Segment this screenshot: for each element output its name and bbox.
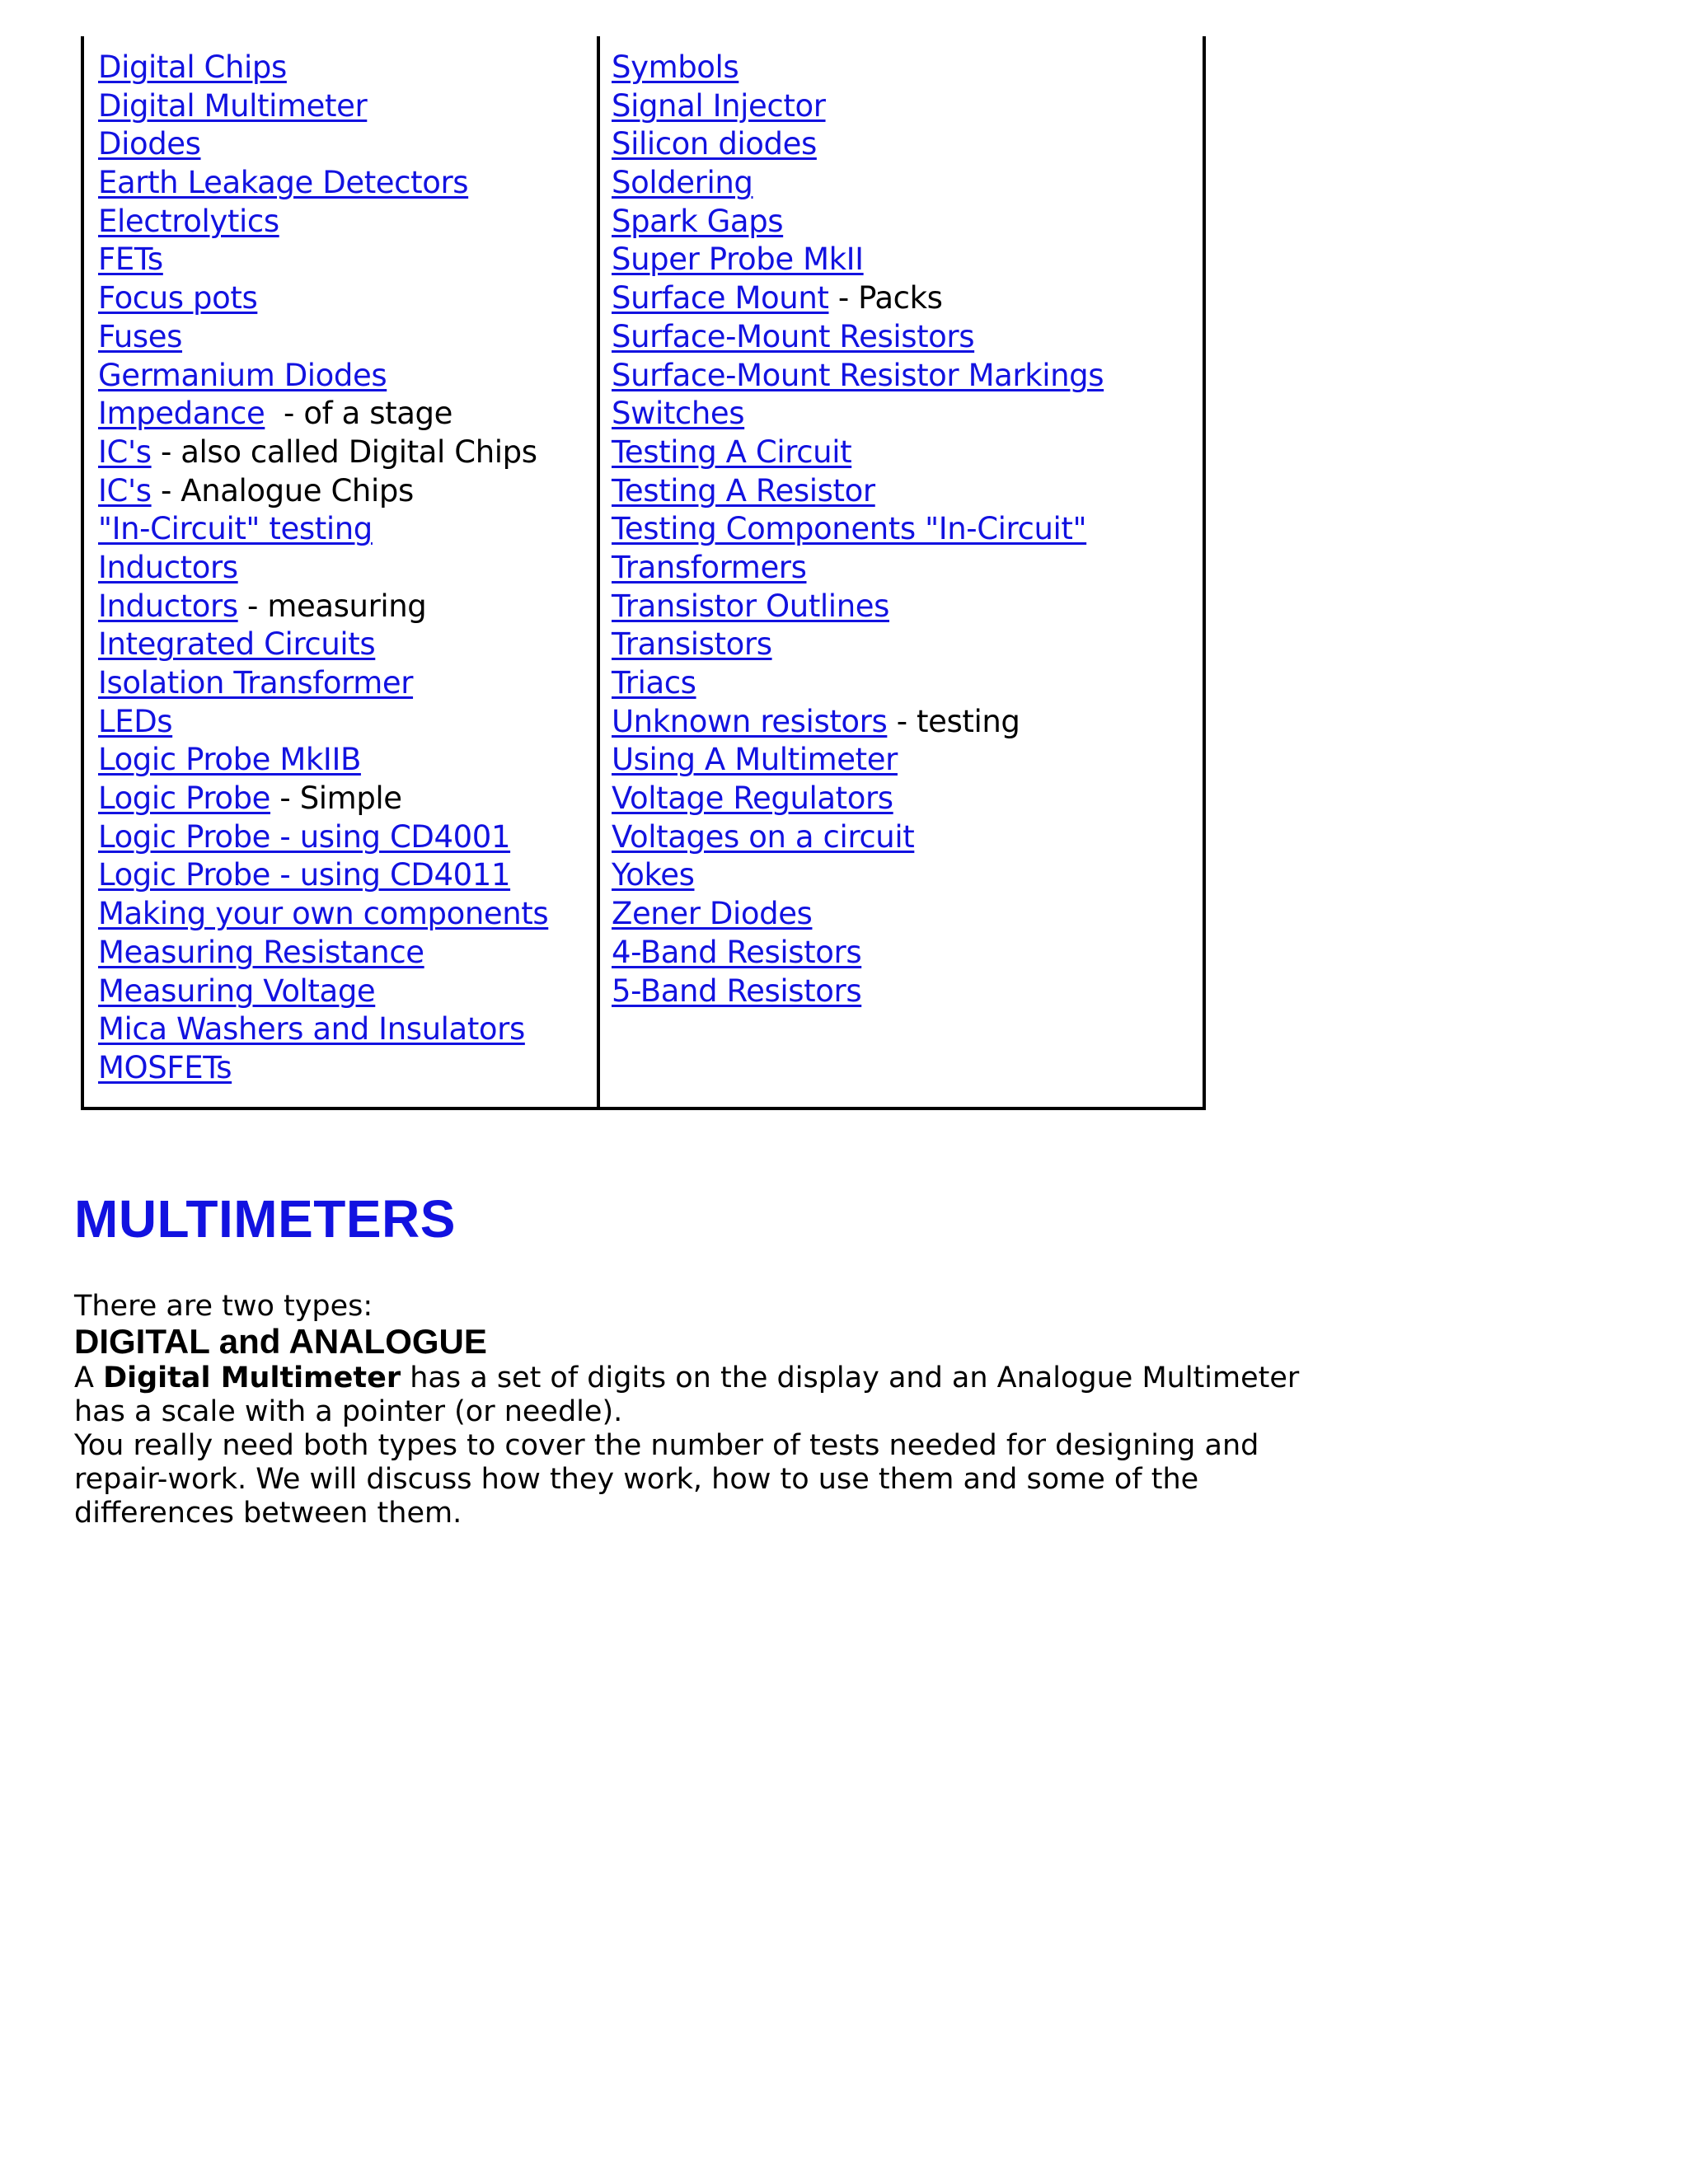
index-entry — [612, 125, 1201, 164]
index-entry — [98, 664, 588, 703]
index-entry — [98, 972, 588, 1011]
index-entry — [98, 87, 588, 126]
index-entry — [98, 934, 588, 972]
index-link[interactable]: Logic Probe - using CD4011 — [98, 857, 511, 893]
index-link[interactable]: Logic Probe - using CD4001 — [98, 818, 511, 855]
section-title: MULTIMETERS — [74, 1189, 456, 1249]
index-entry — [98, 395, 588, 434]
index-link[interactable]: "In-Circuit" testing — [98, 511, 373, 547]
index-link[interactable]: Yokes — [612, 857, 695, 893]
paragraph-prefix: A — [74, 1361, 104, 1394]
index-link[interactable]: Using A Multimeter — [612, 742, 898, 778]
index-entry — [612, 741, 1201, 780]
digital-multimeter-term: Digital Multimeter — [103, 1361, 401, 1394]
index-entry — [98, 818, 588, 857]
index-link[interactable]: Transistors — [612, 626, 772, 663]
index-entry — [612, 780, 1201, 818]
index-link[interactable]: Surface-Mount Resistor Markings — [612, 357, 1104, 393]
index-entry — [612, 87, 1201, 126]
index-link[interactable]: Inductors — [98, 549, 238, 585]
index-link[interactable]: Surface-Mount Resistors — [612, 318, 975, 354]
index-link[interactable]: Silicon diodes — [612, 126, 817, 162]
index-entry — [98, 1010, 588, 1049]
index-entry — [612, 203, 1201, 241]
index-link[interactable]: IC's — [98, 472, 152, 509]
index-link[interactable]: 4-Band Resistors — [612, 934, 862, 970]
index-entry — [612, 318, 1201, 357]
index-entry — [612, 241, 1201, 279]
index-entry — [98, 357, 588, 396]
index-entry — [98, 1049, 588, 1088]
index-link[interactable]: Digital Multimeter — [98, 87, 368, 124]
index-link[interactable]: Making your own components — [98, 896, 549, 932]
paragraph-need-both: You really need both types to cover the number of tests needed for designing and repair-work. We will discuss how they work, how to use them and some of the differences between them. — [74, 1429, 1259, 1530]
index-entry — [612, 164, 1201, 203]
index-entry — [612, 510, 1201, 549]
index-link[interactable]: Voltages on a circuit — [612, 818, 915, 855]
index-link[interactable]: Inductors — [98, 588, 238, 624]
index-entry — [612, 279, 1201, 318]
index-link[interactable]: Symbols — [612, 49, 739, 85]
index-link[interactable]: FETs — [98, 241, 163, 278]
index-link[interactable]: Diodes — [98, 126, 201, 162]
index-link[interactable]: Surface Mount — [612, 280, 829, 316]
index-link[interactable]: Mica Washers and Insulators — [98, 1011, 525, 1047]
intro-text: There are two types: — [74, 1290, 373, 1323]
index-entry — [98, 241, 588, 279]
index-entry — [612, 434, 1201, 472]
index-note: - of a stage — [265, 396, 452, 432]
index-entry — [98, 588, 588, 626]
column-divider — [597, 36, 600, 1107]
index-link[interactable]: 5-Band Resistors — [612, 972, 862, 1009]
index-link[interactable]: Logic Probe MkIIB — [98, 742, 361, 778]
index-entry — [98, 125, 588, 164]
index-entry — [98, 703, 588, 742]
paragraph-rest: has a set of digits on the display and an Analogue Multimeter has a scale with a pointer (or needle). — [74, 1361, 1300, 1428]
index-entry — [98, 510, 588, 549]
index-table — [81, 36, 1206, 1110]
index-link[interactable]: Spark Gaps — [612, 203, 784, 239]
index-link[interactable]: Logic Probe — [98, 780, 271, 817]
index-entry — [98, 434, 588, 472]
index-note: - also called Digital Chips — [151, 434, 537, 470]
paragraph-description — [74, 1361, 1311, 1429]
index-entry — [612, 626, 1201, 664]
index-entry — [98, 549, 588, 588]
index-link[interactable]: Super Probe MkII — [612, 241, 864, 278]
index-left-column — [98, 49, 588, 1088]
index-link[interactable]: Triacs — [612, 665, 696, 701]
index-note: - testing — [887, 703, 1020, 739]
index-link[interactable]: Transformers — [612, 549, 807, 585]
index-entry — [98, 279, 588, 318]
index-entry — [98, 626, 588, 664]
index-entry — [612, 972, 1201, 1011]
index-link[interactable]: Impedance — [98, 396, 265, 432]
index-link[interactable]: Voltage Regulators — [612, 780, 893, 817]
index-entry — [98, 741, 588, 780]
index-note: - Analogue Chips — [151, 472, 414, 509]
index-link[interactable]: Unknown resistors — [612, 703, 888, 739]
index-link[interactable]: Digital Chips — [98, 49, 287, 85]
index-link[interactable]: Measuring Voltage — [98, 972, 376, 1009]
index-entry — [612, 549, 1201, 588]
index-entry — [612, 856, 1201, 895]
index-link[interactable]: Testing A Resistor — [612, 472, 875, 509]
index-entry — [612, 588, 1201, 626]
index-link[interactable]: Electrolytics — [98, 203, 279, 239]
index-entry — [98, 203, 588, 241]
index-link[interactable]: Zener Diodes — [612, 896, 813, 932]
index-link[interactable]: MOSFETs — [98, 1049, 232, 1085]
index-link[interactable]: Isolation Transformer — [98, 665, 414, 701]
index-entry — [612, 395, 1201, 434]
index-entry — [98, 780, 588, 818]
body-text — [74, 1361, 1311, 1530]
index-link[interactable]: Testing Components "In-Circuit" — [612, 511, 1087, 547]
index-link[interactable]: IC's — [98, 434, 152, 470]
index-link[interactable]: Testing A Circuit — [612, 434, 852, 470]
index-entry — [98, 472, 588, 511]
index-note: - Packs — [828, 280, 943, 316]
index-right-column — [612, 49, 1201, 1010]
index-link[interactable]: Focus pots — [98, 280, 258, 316]
types-subheading: DIGITAL and ANALOGUE — [74, 1322, 487, 1361]
index-entry — [612, 49, 1201, 87]
index-link[interactable]: Transistor Outlines — [612, 588, 889, 624]
index-link[interactable]: Measuring Resistance — [98, 934, 424, 970]
index-link[interactable]: Earth Leakage Detectors — [98, 165, 469, 201]
index-link[interactable]: Fuses — [98, 318, 183, 354]
index-link[interactable]: Signal Injector — [612, 87, 826, 124]
index-entry — [612, 818, 1201, 857]
index-entry — [98, 49, 588, 87]
index-link[interactable]: Switches — [612, 396, 745, 432]
index-entry — [612, 934, 1201, 972]
index-entry — [612, 664, 1201, 703]
index-entry — [612, 357, 1201, 396]
index-link[interactable]: Germanium Diodes — [98, 357, 387, 393]
index-entry — [612, 472, 1201, 511]
index-link[interactable]: LEDs — [98, 703, 173, 739]
index-entry — [98, 856, 588, 895]
index-entry — [612, 895, 1201, 934]
index-note: - Simple — [270, 780, 402, 817]
index-link[interactable]: Soldering — [612, 165, 753, 201]
index-note: - measuring — [237, 588, 427, 624]
index-entry — [98, 895, 588, 934]
index-entry — [98, 318, 588, 357]
index-entry — [98, 164, 588, 203]
index-entry — [612, 703, 1201, 742]
index-link[interactable]: Integrated Circuits — [98, 626, 376, 663]
